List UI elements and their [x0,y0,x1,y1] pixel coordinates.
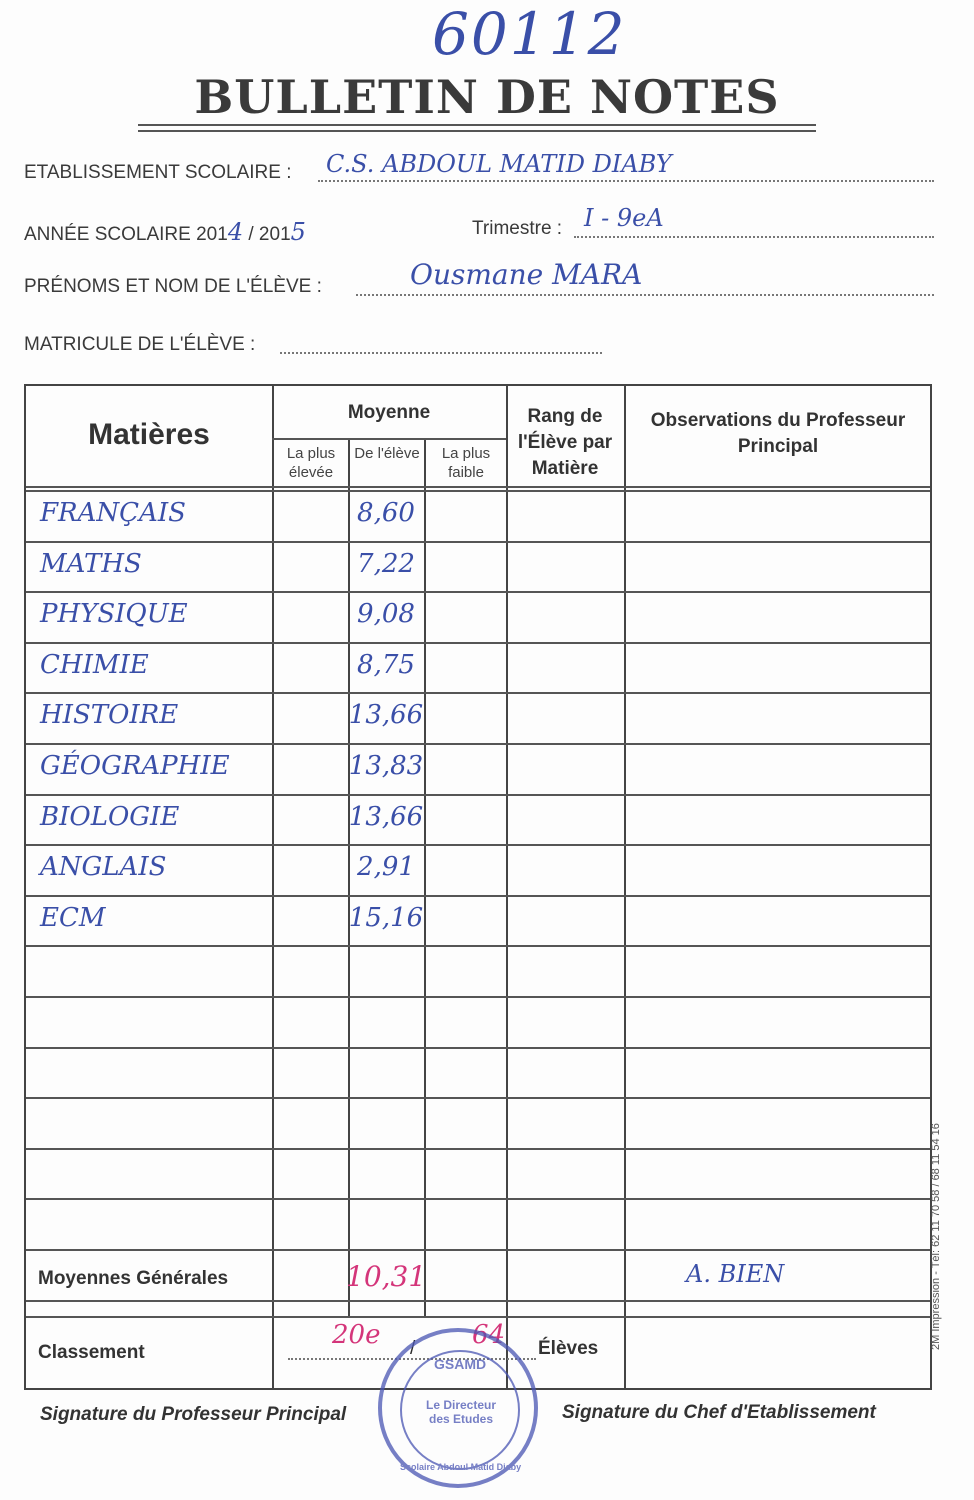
header-rang: Rang de l'Élève par Matière [517,406,613,479]
totals-line [26,1316,930,1318]
header-matieres: Matières [88,418,210,451]
row-line [26,1148,930,1150]
row-line [26,794,930,796]
row-line [26,541,930,543]
annee-label [24,218,306,246]
subject-name: PHYSIQUE [40,599,188,630]
subject-name: CHIMIE [40,649,149,680]
row-line [26,1198,930,1200]
etablissement-label: ETABLISSEMENT SCOLAIRE : [24,162,292,183]
col-line [272,386,274,1388]
school-stamp [378,1328,538,1488]
row-line [26,743,930,745]
classement-rang: 20e [332,1320,381,1350]
subject-name: BIOLOGIE [40,801,180,832]
stamp-center-text: Le Directeur des Etudes [425,1398,497,1426]
page-title: BULLETIN DE NOTES [194,70,780,124]
row-line [26,1249,930,1251]
row-line [26,895,930,897]
etablissement-value: C.S. ABDOUL MATID DIABY [326,150,672,178]
etablissement-dots [318,180,934,182]
moyennes-generales-label: Moyennes Générales [38,1268,229,1289]
printer-credit: 2M Impression - Tél: 62 11 70 58 / 68 11 54 16 [930,1123,942,1350]
header-de-eleve: De l'élève [354,445,420,462]
header-bottom-line [26,486,930,488]
row-line [26,692,930,694]
header-observations: Observations du Professeur Principal [650,410,906,457]
signature-prof-label: Signature du Professeur Principal [40,1404,347,1425]
annee-label-text: ANNÉE SCOLAIRE 201 [24,224,228,245]
row-line [26,591,930,593]
row-line [26,1300,930,1302]
student-average: 9,08 [357,599,415,630]
col-line [624,386,626,1388]
subject-name: FRANÇAIS [40,498,186,528]
title-rule-2 [138,130,816,132]
subject-name: ANGLAIS [40,852,167,883]
subject-name: MATHS [40,548,142,579]
student-average: 13,66 [348,700,424,731]
subject-name: ECM [40,902,106,933]
classement-effectif: 64 [472,1320,506,1350]
row-line [26,1097,930,1099]
annee-value-2: 5 [290,218,306,246]
student-average: 7,22 [357,548,415,579]
grades-table [24,384,932,1390]
trimestre-value: I - 9eA [584,204,664,232]
trimestre-label: Trimestre : [472,218,563,239]
annee-value-1: 4 [227,218,244,246]
annee-sep: / 201 [243,224,291,245]
eleve-value: Ousmane MARA [410,258,643,291]
row-line [26,1047,930,1049]
matricule-label: MATRICULE DE L'ÉLÈVE : [24,334,256,355]
subject-name: GÉOGRAPHIE [40,751,230,781]
classement-label: Classement [38,1342,145,1363]
student-average: 13,66 [348,801,424,832]
moyenne-generale: 10,31 [346,1260,427,1293]
student-average: 8,60 [357,498,415,528]
matricule-dots [280,352,602,354]
col-line [506,386,508,1388]
trimestre-dots [574,236,934,238]
eleve-label: PRÉNOMS ET NOM DE L'ÉLÈVE : [24,276,322,297]
stamp-top-text: GSAMD [434,1356,487,1372]
row-line [26,642,930,644]
classement-sep: / [410,1338,416,1359]
stamp-bottom-text: Scolaire Abdoul Matid Diaby [400,1462,522,1472]
observation-generale: A. BIEN [686,1260,785,1288]
title-rule [138,124,816,126]
header-plus-faible: La plus faible [441,445,491,481]
subject-name: HISTOIRE [40,700,179,731]
student-average: 8,75 [357,649,415,680]
signature-chef-label: Signature du Chef d'Etablissement [562,1402,876,1423]
header-moyenne: Moyenne [347,402,431,423]
row-line [26,844,930,846]
student-average: 15,16 [348,902,424,933]
row-line [26,945,930,947]
eleves-label: Élèves [538,1338,599,1359]
header-subline [272,438,506,440]
eleve-dots [356,294,934,296]
student-average: 13,83 [348,751,424,781]
row-line [26,996,930,998]
header-plus-elevee: La plus élevée [286,445,336,481]
header-bottom-line [26,490,930,492]
document-number: 60112 [432,0,627,68]
student-average: 2,91 [357,852,415,883]
